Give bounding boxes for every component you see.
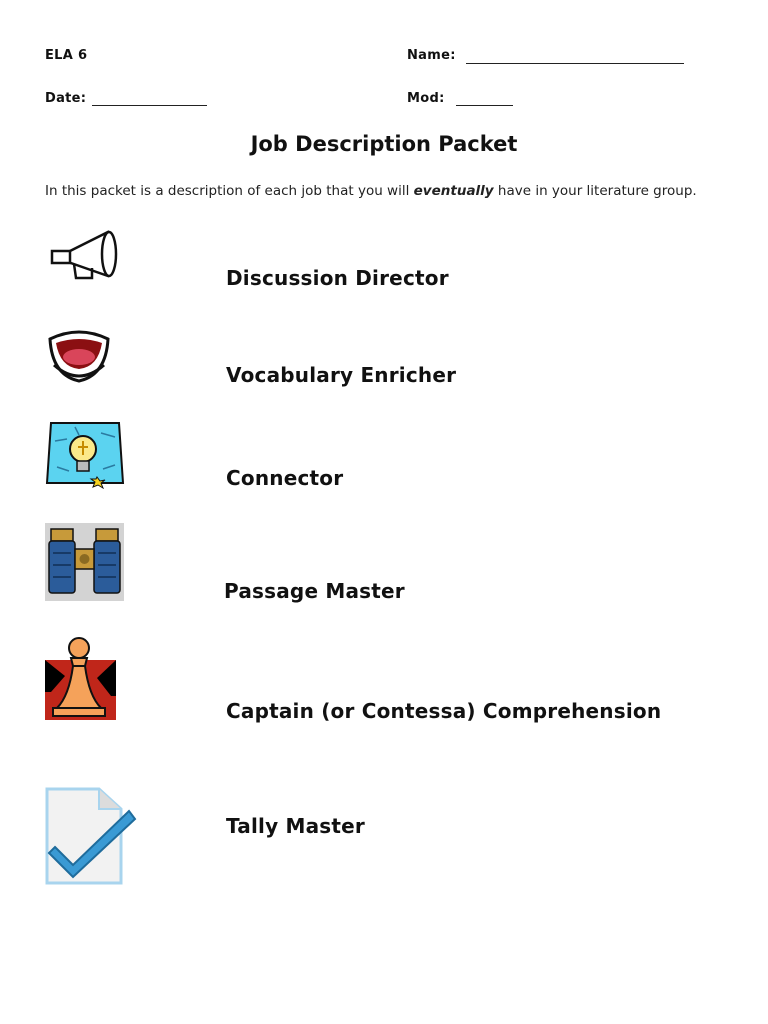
intro-emphasis: eventually	[413, 183, 494, 199]
intro-after: have in your literature group.	[493, 183, 697, 199]
page-title: Job Description Packet	[250, 132, 518, 156]
name-label: Name:	[407, 48, 456, 63]
course-label: ELA 6	[45, 48, 88, 63]
role-tally-master: Tally Master	[226, 814, 365, 838]
megaphone-icon	[46, 226, 122, 286]
checkmark-document-icon	[45, 787, 137, 885]
lightbulb-map-icon	[45, 421, 125, 489]
chess-pawn-icon	[45, 636, 116, 720]
role-connector: Connector	[226, 466, 344, 490]
intro-before: In this packet is a description of each job that you will	[45, 183, 414, 199]
date-blank[interactable]	[92, 105, 207, 106]
date-label: Date:	[45, 91, 87, 106]
role-passage-master: Passage Master	[224, 579, 405, 603]
role-discussion-director: Discussion Director	[226, 266, 449, 290]
mod-blank[interactable]	[456, 105, 513, 106]
mouth-icon	[46, 325, 112, 385]
binoculars-icon	[45, 523, 124, 601]
role-vocabulary-enricher: Vocabulary Enricher	[226, 363, 457, 387]
role-captain-comprehension: Captain (or Contessa) Comprehension	[226, 699, 662, 723]
intro-text	[45, 183, 697, 199]
mod-label: Mod:	[407, 91, 445, 106]
name-blank[interactable]	[466, 63, 684, 64]
